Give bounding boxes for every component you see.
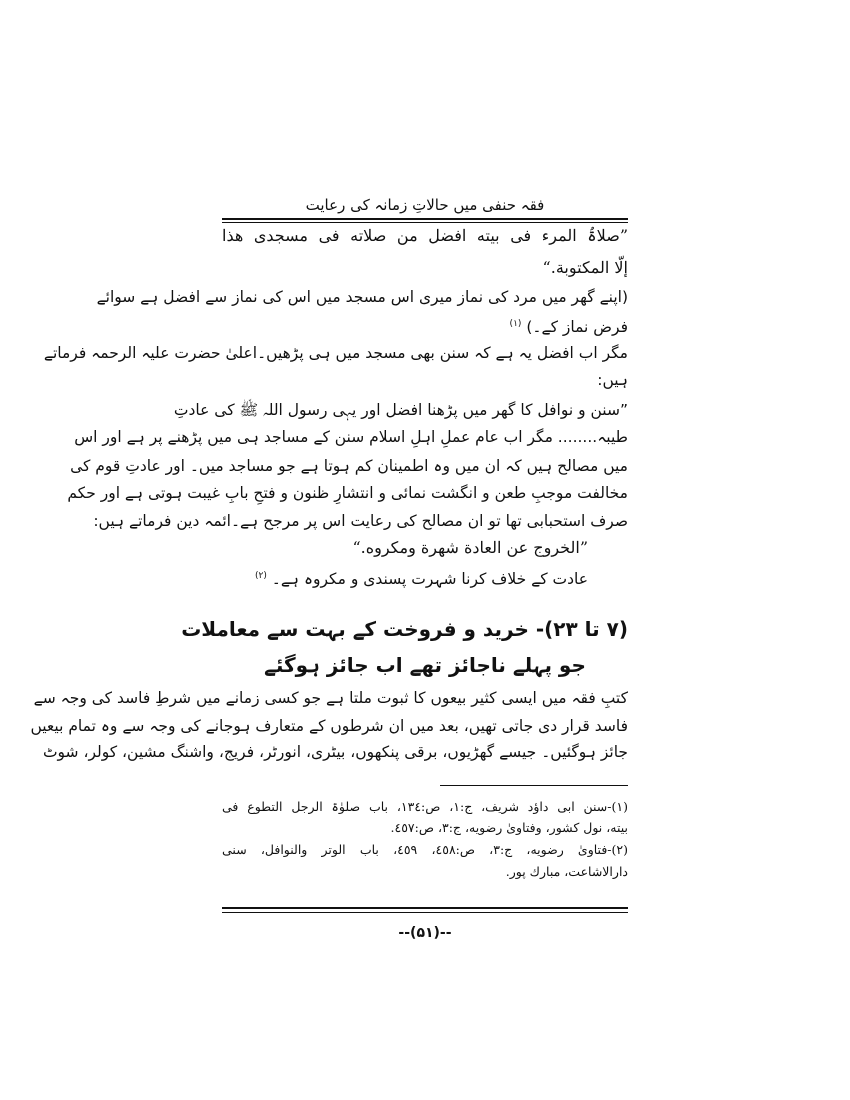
text-line: صرف استحبابی تھا تو ان مصالح کی رعایت اس پر مرجح ہے۔ائمہ دین فرماتے ہیں: (93, 512, 628, 530)
text-line: مخالفت موجبِ طعن و انگشت نمائی و انتشارِ ظنون و فتحِ بابِ غیبت ہوتی ہے اور حکم (67, 484, 628, 502)
text-line: طیبہ........ مگر اب عام عملِ اہلِ اسلام سنن کے مساجد ہی میں پڑھنے پر ہے اور اس (74, 428, 628, 446)
footer-rule (222, 907, 628, 909)
text-line (222, 311, 628, 340)
footnote-line: بیته، نول کشور، وفتاویٰ رضویه، ج:۳، ص:٤٥٧. (390, 820, 628, 835)
footnote-line: (۱)-سنن ابی داؤد شریف، ج:۱، ص:۱۳٤، باب صلوٰۃ الرجل التطوع فی (222, 799, 628, 814)
running-header: فقہ حنفی میں حالاتِ زمانہ کی رعایت (305, 196, 545, 214)
arabic-quote: ”الخروج عن العادة شهرة ومكروه.“ (352, 538, 588, 557)
header-rule (222, 218, 628, 220)
footnote-mark: (۲) (254, 571, 267, 581)
text-line (222, 563, 628, 592)
text-line: (اپنے گھر میں مرد کی نماز میری اس مسجد میں اس کی نماز سے افضل ہے سوائے (96, 288, 628, 306)
footnote-line: (۲)-فتاویٰ رضویه، ج:۳، ص:٤٥٨، ٤٥٩، باب الوتر والنوافل، سنی (222, 842, 628, 857)
footnote-separator (440, 785, 628, 786)
section-heading: (۷ تا ۲۳)- خرید و فروخت کے بہت سے معاملات (181, 617, 628, 641)
text-line: مگر اب افضل یہ ہے کہ سنن بھی مسجد میں ہی پڑھیں۔اعلیٰ حضرت علیہ الرحمہ فرماتے (43, 344, 628, 362)
footnote-mark: (۱) (509, 319, 522, 329)
text-line: ”سنن و نوافل کا گھر میں پڑھنا افضل اور یہی رسول اللہ ﷺ کی عادتِ (173, 401, 628, 419)
paragraph-line: جائز ہوگئیں۔ جیسے گھڑیوں، برقی پنکھوں، بیٹری، انورٹر، فریج، واشنگ مشین، کولر، شوٹ (42, 743, 628, 761)
paragraph-line: کتبِ فقہ میں ایسی کثیر بیعوں کا ثبوت ملتا ہے جو کسی زمانے میں شرطِ فاسد کی وجہ سے (33, 689, 628, 707)
text: عادت کے خلاف کرنا شہرت پسندی و مکروہ ہے۔ (271, 570, 588, 589)
page-number: --(۵۱)-- (398, 925, 452, 941)
arabic-quote: ”صلاۃُ المرء فی بیته افضل من صلاته فی مسجدی هذا (222, 226, 628, 245)
footnote-line: دارالاشاعت، مبارك پور. (505, 864, 628, 879)
text-line: ہیں: (597, 371, 628, 389)
arabic-quote: إلّا المكتوبة.“ (542, 258, 628, 277)
text-line: میں مصالح ہیں کہ ان میں وہ اطمینان کم ہوتا ہے جو مساجد میں۔ اور عادتِ قوم کی (70, 457, 628, 475)
text: فرض نماز کے۔) (526, 318, 628, 337)
footer-rule (222, 912, 628, 913)
paragraph-line: فاسد قرار دی جاتی تھیں، بعد میں ان شرطوں کے متعارف ہوجانے کی وجہ سے وہ تمام بیعیں (30, 717, 628, 735)
section-heading: جو پہلے ناجائز تھے اب جائز ہوگئے (264, 653, 586, 677)
